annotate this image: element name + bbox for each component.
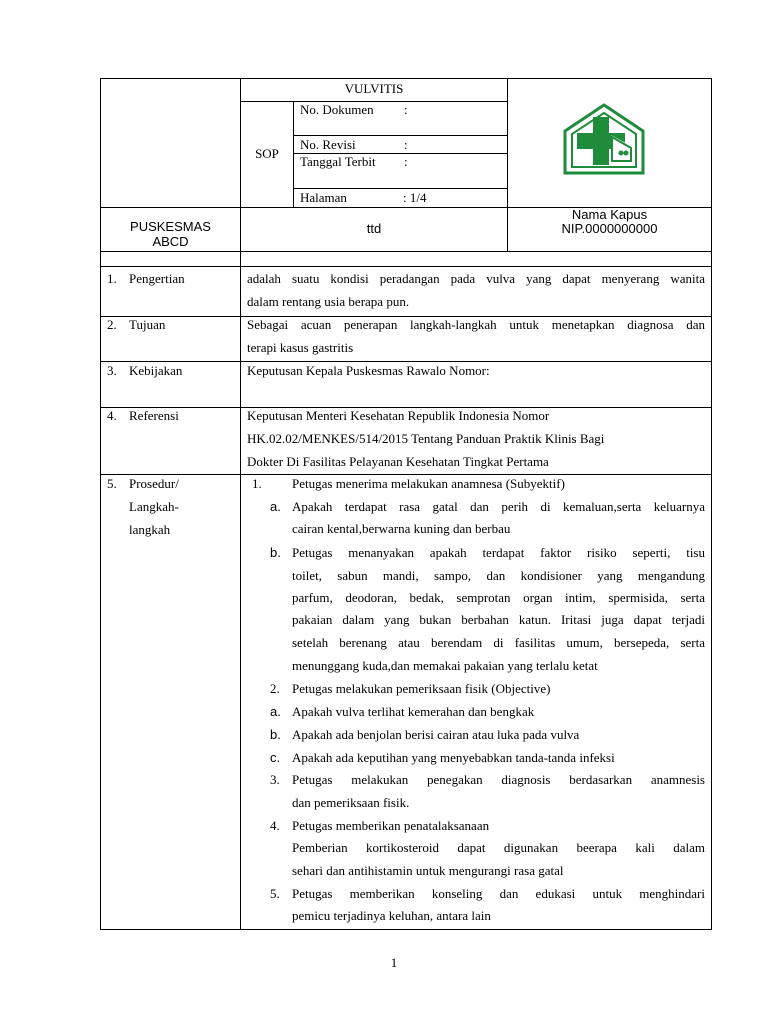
section-text: terapi kasus gastritis — [247, 340, 354, 355]
step-text: dan pemeriksaan fisik. — [292, 795, 410, 810]
section-text: Keputusan Menteri Kesehatan Republik Indonesia Nomor — [247, 408, 550, 423]
field-revisi-value: : — [404, 137, 408, 152]
step-text: Petugas menerima melakukan anamnesa (Subyektif) — [292, 476, 565, 491]
step-number: 3. — [270, 772, 280, 787]
table-border-left — [100, 78, 101, 930]
org-name: PUSKESMAS — [130, 219, 211, 234]
step-number: 2. — [270, 681, 280, 696]
org-unit: ABCD — [152, 234, 189, 249]
substep-text: pakaian dalam yang bukan berbahan katun. Iritasi juga dapat terjadi — [292, 612, 705, 627]
substep-text: parfum, deodoran, bedak, semprotan organ intim, spermisida, serta — [292, 590, 705, 605]
section-number: 2. — [107, 317, 117, 332]
row-divider — [293, 188, 508, 189]
sop-label: SOP — [255, 146, 279, 161]
step-number: 1. — [252, 476, 262, 491]
field-halaman-value: : 1/4 — [403, 190, 427, 205]
section-text: Keputusan Kepala Puskesmas Rawalo Nomor: — [247, 363, 490, 378]
substep-text: Apakah ada benjolan berisi cairan atau luka pada vulva — [292, 727, 580, 742]
step-text: Petugas memberikan konseling dan edukasi untuk menghindari — [292, 886, 705, 901]
table-border-right — [711, 78, 712, 930]
substep-letter: b. — [270, 727, 281, 742]
step-text: Pemberian kortikosteroid dapat digunakan beerapa kali dalam — [292, 840, 705, 855]
section-label: Kebijakan — [129, 363, 183, 378]
section-label: Prosedur/ — [129, 476, 179, 491]
kapus-name: Nama Kapus — [571, 207, 648, 222]
substep-text: Apakah vulva terlihat kemerahan dan bengkak — [292, 704, 535, 719]
section-text: dalam rentang usia berapa pun. — [247, 294, 410, 309]
field-halaman-label: Halaman — [300, 190, 347, 205]
row-divider — [293, 135, 508, 136]
section-label: Referensi — [129, 408, 179, 423]
section-label: Tujuan — [129, 317, 166, 332]
column-divider — [293, 101, 294, 207]
field-terbit-value: : — [404, 154, 408, 169]
substep-text: toilet, sabun mandi, sampo, dan kondisioner yang mengandung — [292, 568, 705, 583]
section-label: Pengertian — [129, 271, 185, 286]
field-revisi-label: No. Revisi — [300, 137, 356, 152]
puskesmas-logo-icon — [563, 103, 645, 175]
signature-text: ttd — [366, 221, 382, 236]
substep-letter: b. — [270, 545, 281, 560]
document-title: VULVITIS — [344, 81, 404, 96]
step-text: Petugas melakukan pemeriksaan fisik (Objective) — [292, 681, 551, 696]
step-number: 4. — [270, 818, 280, 833]
field-dokumen-value: : — [404, 102, 408, 117]
step-text: sehari dan antihistamin untuk mengurangi rasa gatal — [292, 863, 564, 878]
column-divider — [240, 78, 241, 930]
substep-text: menunggang kuda,dan memakai pakaian yang terlalu ketat — [292, 658, 598, 673]
section-text: Dokter Di Fasilitas Pelayanan Kesehatan Tingkat Pertama — [247, 454, 549, 469]
section-label: Langkah- — [129, 499, 179, 514]
substep-letter: a. — [270, 704, 281, 719]
substep-text: Apakah terdapat rasa gatal dan perih di kemaluan,serta keluarnya — [292, 499, 705, 514]
section-text: Sebagai acuan penerapan langkah-langkah untuk menetapkan diagnosa dan — [247, 317, 705, 332]
row-divider — [100, 251, 712, 252]
kapus-nip: NIP.0000000000 — [561, 221, 658, 236]
step-text: Petugas melakukan penegakan diagnosis berdasarkan anamnesis — [292, 772, 705, 787]
step-number: 5. — [270, 886, 280, 901]
substep-text: Petugas menanyakan apakah terdapat faktor risiko seperti, tisu — [292, 545, 705, 560]
section-number: 1. — [107, 271, 117, 286]
section-number: 4. — [107, 408, 117, 423]
section-label: langkah — [129, 522, 171, 537]
step-text: pemicu terjadinya keluhan, antara lain — [292, 908, 491, 923]
section-number: 3. — [107, 363, 117, 378]
section-text: adalah suatu kondisi peradangan pada vulva yang dapat menyerang wanita — [247, 271, 705, 286]
substep-text: Apakah ada keputihan yang menyebabkan tanda-tanda infeksi — [292, 750, 615, 765]
field-terbit-label: Tanggal Terbit — [300, 154, 376, 169]
step-text: Petugas memberikan penatalaksanaan — [292, 818, 490, 833]
row-divider — [240, 101, 508, 102]
table-border-bottom — [100, 929, 712, 930]
section-number: 5. — [107, 476, 117, 491]
row-divider — [100, 266, 712, 267]
substep-letter: c. — [270, 750, 281, 765]
page-number: 1 — [390, 955, 398, 970]
row-divider — [100, 474, 712, 475]
substep-letter: a. — [270, 499, 281, 514]
table-border-top — [100, 78, 712, 79]
substep-text: cairan kental,berwarna kuning dan berbau — [292, 521, 511, 536]
row-divider — [100, 361, 712, 362]
field-dokumen-label: No. Dokumen — [300, 102, 374, 117]
substep-text: setelah berenang atau berendam di fasilitas umum, bersepeda, serta — [292, 635, 705, 650]
section-text: HK.02.02/MENKES/514/2015 Tentang Panduan Praktik Klinis Bagi — [247, 431, 605, 446]
